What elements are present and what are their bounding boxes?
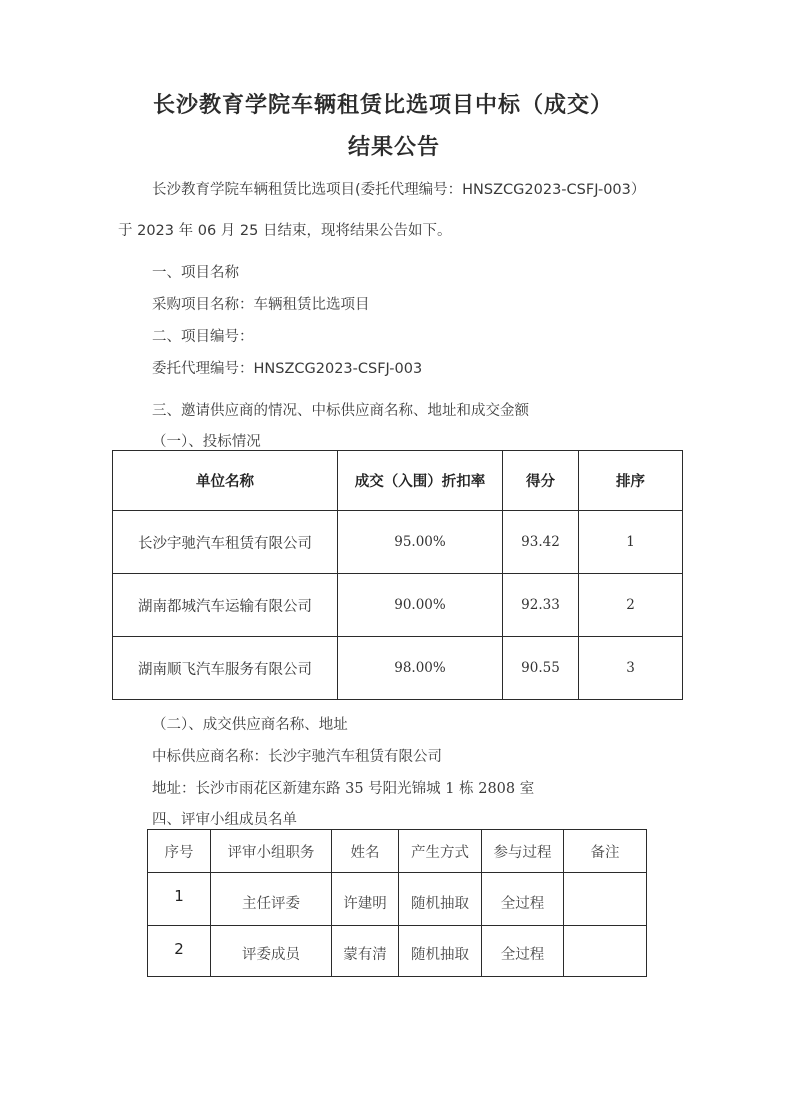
subsection-winner: （二）、成交供应商名称、地址 <box>152 717 348 733</box>
member-participation: 全过程 <box>482 926 564 977</box>
table-row <box>113 574 683 637</box>
member-remarks <box>564 926 647 977</box>
discount-rate: 98.00% <box>338 637 503 700</box>
rank: 3 <box>579 637 683 700</box>
header-company: 单位名称 <box>113 451 338 511</box>
section-4-heading: 四、评审小组成员名单 <box>152 812 297 828</box>
score: 92.33 <box>503 574 579 637</box>
discount-rate: 95.00% <box>338 511 503 574</box>
member-name: 蒙有清 <box>332 926 399 977</box>
score: 93.42 <box>503 511 579 574</box>
company-name: 湖南都城汽车运输有限公司 <box>113 574 338 637</box>
header-role: 评审小组职务 <box>211 830 332 873</box>
table-row <box>113 511 683 574</box>
header-remarks: 备注 <box>564 830 647 873</box>
rank: 2 <box>579 574 683 637</box>
project-name: 采购项目名称：车辆租赁比选项目 <box>152 297 370 313</box>
header-score: 得分 <box>503 451 579 511</box>
header-discount-rate: 成交（入围）折扣率 <box>338 451 503 511</box>
page-title-line2: 结果公告 <box>348 135 441 160</box>
header-selection-method: 产生方式 <box>399 830 482 873</box>
table-row <box>113 637 683 700</box>
member-role: 评委成员 <box>211 926 332 977</box>
intro-line2: 于 2023 年 06 月 25 日结束，现将结果公告如下。 <box>118 223 452 239</box>
company-name: 长沙宇驰汽车租赁有限公司 <box>113 511 338 574</box>
table-row <box>148 873 647 926</box>
member-index: 2 <box>148 926 211 977</box>
member-remarks <box>564 873 647 926</box>
section-1-heading: 一、项目名称 <box>152 265 239 281</box>
page-title-line1: 长沙教育学院车辆租赁比选项目中标（成交） <box>153 93 614 118</box>
header-name: 姓名 <box>332 830 399 873</box>
header-rank: 排序 <box>579 451 683 511</box>
company-name: 湖南顺飞汽车服务有限公司 <box>113 637 338 700</box>
member-role: 主任评委 <box>211 873 332 926</box>
rank: 1 <box>579 511 683 574</box>
bid-results-table <box>112 450 683 700</box>
subsection-bidding: （一）、投标情况 <box>152 434 261 450</box>
member-selection-method: 随机抽取 <box>399 873 482 926</box>
winner-name: 中标供应商名称：长沙宇驰汽车租赁有限公司 <box>152 749 442 765</box>
winner-address: 地址：长沙市雨花区新建东路 35 号阳光锦城 1 栋 2808 室 <box>152 781 535 797</box>
header-participation: 参与过程 <box>482 830 564 873</box>
project-number: 委托代理编号：HNSZCG2023-CSFJ-003 <box>152 361 423 377</box>
section-2-heading: 二、项目编号： <box>152 329 254 345</box>
review-panel-table <box>147 829 647 977</box>
member-name: 许建明 <box>332 873 399 926</box>
header-index: 序号 <box>148 830 211 873</box>
table-row <box>148 926 647 977</box>
table-header-row <box>113 451 683 511</box>
intro-line1: 长沙教育学院车辆租赁比选项目(委托代理编号：HNSZCG2023-CSFJ-003） <box>152 182 646 198</box>
member-selection-method: 随机抽取 <box>399 926 482 977</box>
discount-rate: 90.00% <box>338 574 503 637</box>
member-participation: 全过程 <box>482 873 564 926</box>
section-3-heading: 三、邀请供应商的情况、中标供应商名称、地址和成交金额 <box>152 403 529 419</box>
score: 90.55 <box>503 637 579 700</box>
member-index: 1 <box>148 873 211 926</box>
table-header-row <box>148 830 647 873</box>
